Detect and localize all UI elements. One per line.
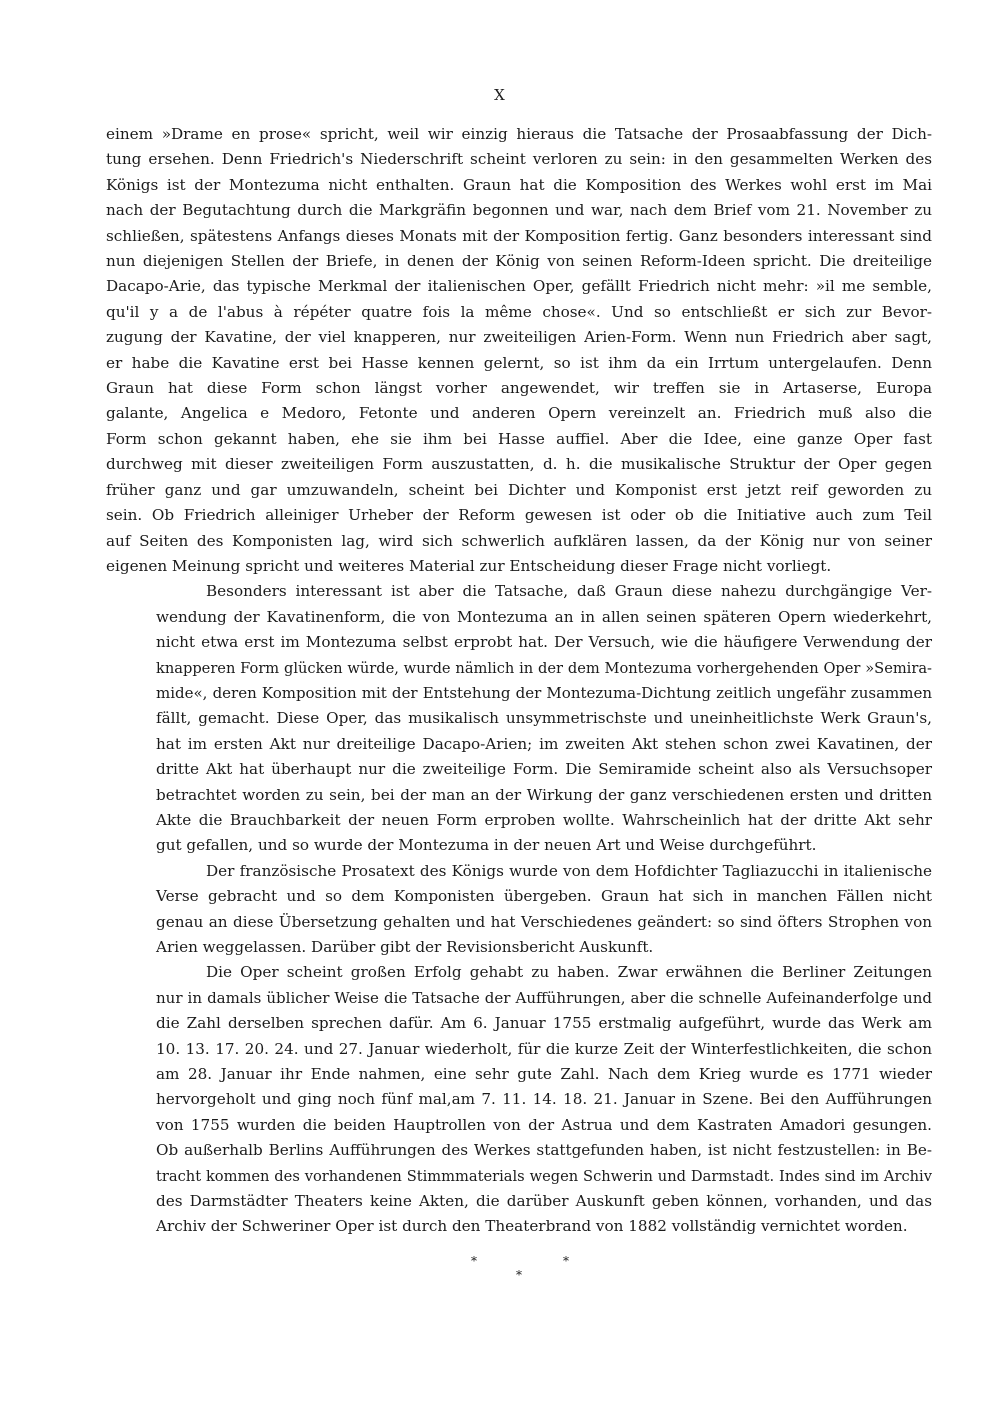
text-line: wendung der Kavatinenform, die von Montezuma an in allen seinen späteren Opern wiederkehrt,: [156, 607, 932, 626]
text-line: Form schon gekannt haben, ehe sie ihm bei Hasse auffiel. Aber die Idee, eine ganze Oper fast: [106, 429, 932, 448]
text-line: er habe die Kavatine erst bei Hasse kennen gelernt, so ist ihm da ein Irrtum untergelaufen. Denn: [106, 353, 932, 372]
text-line: Akte die Brauchbarkeit der neuen Form erproben wollte. Wahrscheinlich hat der dritte Akt sehr: [156, 810, 932, 829]
asterism: [0, 1254, 1000, 1294]
text-line: Die Oper scheint großen Erfolg gehabt zu haben. Zwar erwähnen die Berliner Zeitungen: [206, 963, 932, 982]
text-line: Arien weggelassen. Darüber gibt der Revisionsbericht Auskunft.: [156, 938, 654, 956]
body-text: [106, 122, 932, 1240]
paragraph: [106, 859, 932, 961]
text-line: hat im ersten Akt nur dreiteilige Dacapo-Arien; im zweiten Akt stehen schon zwei Kavatinen, der: [156, 734, 932, 753]
text-line: gut gefallen, und so wurde der Montezuma in der neuen Art und Weise durchgeführt.: [156, 836, 817, 855]
text-line: nicht etwa erst im Montezuma selbst erprobt hat. Der Versuch, wie die häufigere Verwendung der: [156, 633, 932, 652]
text-line: mide«, deren Komposition mit der Entstehung der Montezuma-Dichtung zeitlich ungefähr zusammen: [156, 683, 932, 702]
text-line: Königs ist der Montezuma nicht enthalten. Graun hat die Komposition des Werkes wohl erst im Mai: [106, 175, 932, 194]
text-line: des Darmstädter Theaters keine Akten, die darüber Auskunft geben können, vorhanden, und das: [156, 1192, 932, 1211]
text-line: Graun hat diese Form schon längst vorher angewendet, wir treffen sie in Artaserse, Europa: [106, 379, 932, 398]
text-line: Besonders interessant ist aber die Tatsache, daß Graun diese nahezu durchgängige Ver-: [206, 582, 932, 601]
text-line: qu'il y a de l'abus à répéter quatre fois la même chose«. Und so entschließt er sich zur Bevor-: [106, 302, 932, 321]
text-line: Der französische Prosatext des Königs wurde von dem Hofdichter Tagliazucchi in italienische: [206, 861, 932, 880]
text-line: nach der Begutachtung durch die Markgräfin begonnen und war, nach dem Brief vom 21. November zu: [106, 201, 932, 220]
text-line: tung ersehen. Denn Friedrich's Niederschrift scheint verloren zu sein: in den gesammelten Werken des: [106, 150, 932, 169]
text-line: sein. Ob Friedrich alleiniger Urheber der Reform gewesen ist oder ob die Initiative auch zum Teil: [106, 506, 932, 525]
text-line: betrachtet worden zu sein, bei der man an der Wirkung der ganz verschiedenen ersten und dritten: [156, 785, 932, 804]
text-line: schließen, spätestens Anfangs dieses Monats mit der Komposition fertig. Ganz besonders interessant sind: [106, 226, 932, 245]
text-line: am 28. Januar ihr Ende nahmen, eine sehr gute Zahl. Nach dem Krieg wurde es 1771 wieder: [156, 1065, 932, 1084]
text-line: Dacapo-Arie, das typische Merkmal der italienischen Oper, gefällt Friedrich nicht mehr: »il me semble,: [106, 277, 932, 296]
asterism-star: *: [563, 1254, 569, 1268]
text-line: knapperen Form glücken würde, wurde nämlich in der dem Montezuma vorhergehenden Oper »Semira-: [156, 659, 932, 677]
text-line: von 1755 wurden die beiden Hauptrollen von der Astrua und dem Kastraten Amadori gesungen.: [156, 1115, 932, 1134]
asterism-star: *: [471, 1254, 477, 1268]
text-line: hervorgeholt und ging noch fünf mal,am 7. 11. 14. 18. 21. Januar in Szene. Bei den Aufführungen: [156, 1090, 932, 1109]
text-line: Verse gebracht und so dem Komponisten übergeben. Graun hat sich in manchen Fällen nicht: [156, 887, 932, 906]
text-line: durchweg mit dieser zweiteiligen Form auszustatten, d. h. die musikalische Struktur der Oper gegen: [106, 455, 932, 474]
text-line: fällt, gemacht. Diese Oper, das musikalisch unsymmetrischste und uneinheitlichste Werk Graun's,: [156, 709, 932, 728]
page-number: X: [494, 86, 506, 104]
text-line: die Zahl derselben sprechen dafür. Am 6. Januar 1755 erstmalig aufgeführt, wurde das Werk am: [156, 1014, 932, 1033]
text-line: eigenen Meinung spricht und weiteres Material zur Entscheidung dieser Frage nicht vorliegt.: [106, 556, 832, 575]
text-line: auf Seiten des Komponisten lag, wird sich schwerlich aufklären lassen, da der König nur von seiner: [106, 531, 932, 550]
asterism-star: *: [516, 1268, 522, 1282]
text-line: früher ganz und gar umzuwandeln, scheint bei Dichter und Komponist erst jetzt reif geworden zu: [106, 480, 932, 499]
text-line: nun diejenigen Stellen der Briefe, in denen der König von seinen Reform-Ideen spricht. Die dreiteilige: [106, 252, 932, 271]
text-line: 10. 13. 17. 20. 24. und 27. Januar wiederholt, für die kurze Zeit der Winterfestlichkeiten, die schon: [156, 1039, 932, 1058]
paragraph: [106, 122, 932, 579]
text-line: nur in damals üblicher Weise die Tatsache der Aufführungen, aber die schnelle Aufeinanderfolge und: [156, 988, 932, 1007]
paragraph: [106, 960, 932, 1239]
text-line: genau an diese Übersetzung gehalten und hat Verschiedenes geändert: so sind öfters Strophen von: [156, 912, 932, 931]
text-line: tracht kommen des vorhandenen Stimmmaterials wegen Schwerin und Darmstadt. Indes sind im Archiv: [156, 1167, 932, 1185]
paragraph: [106, 579, 932, 858]
text-line: dritte Akt hat überhaupt nur die zweiteilige Form. Die Semiramide scheint also als Versuchsoper: [156, 760, 932, 779]
text-line: Ob außerhalb Berlins Aufführungen des Werkes stattgefunden haben, ist nicht festzustellen: in Be-: [156, 1141, 932, 1160]
text-line: galante, Angelica e Medoro, Fetonte und anderen Opern vereinzelt an. Friedrich muß also die: [106, 404, 932, 423]
text-line: zugung der Kavatine, der viel knapperen, nur zweiteiligen Arien-Form. Wenn nun Friedrich aber sagt,: [106, 328, 932, 347]
text-line: einem »Drame en prose« spricht, weil wir einzig hieraus die Tatsache der Prosaabfassung der Dich-: [106, 125, 932, 143]
text-line: Archiv der Schweriner Oper ist durch den Theaterbrand von 1882 vollständig vernichtet worden.: [156, 1217, 908, 1236]
